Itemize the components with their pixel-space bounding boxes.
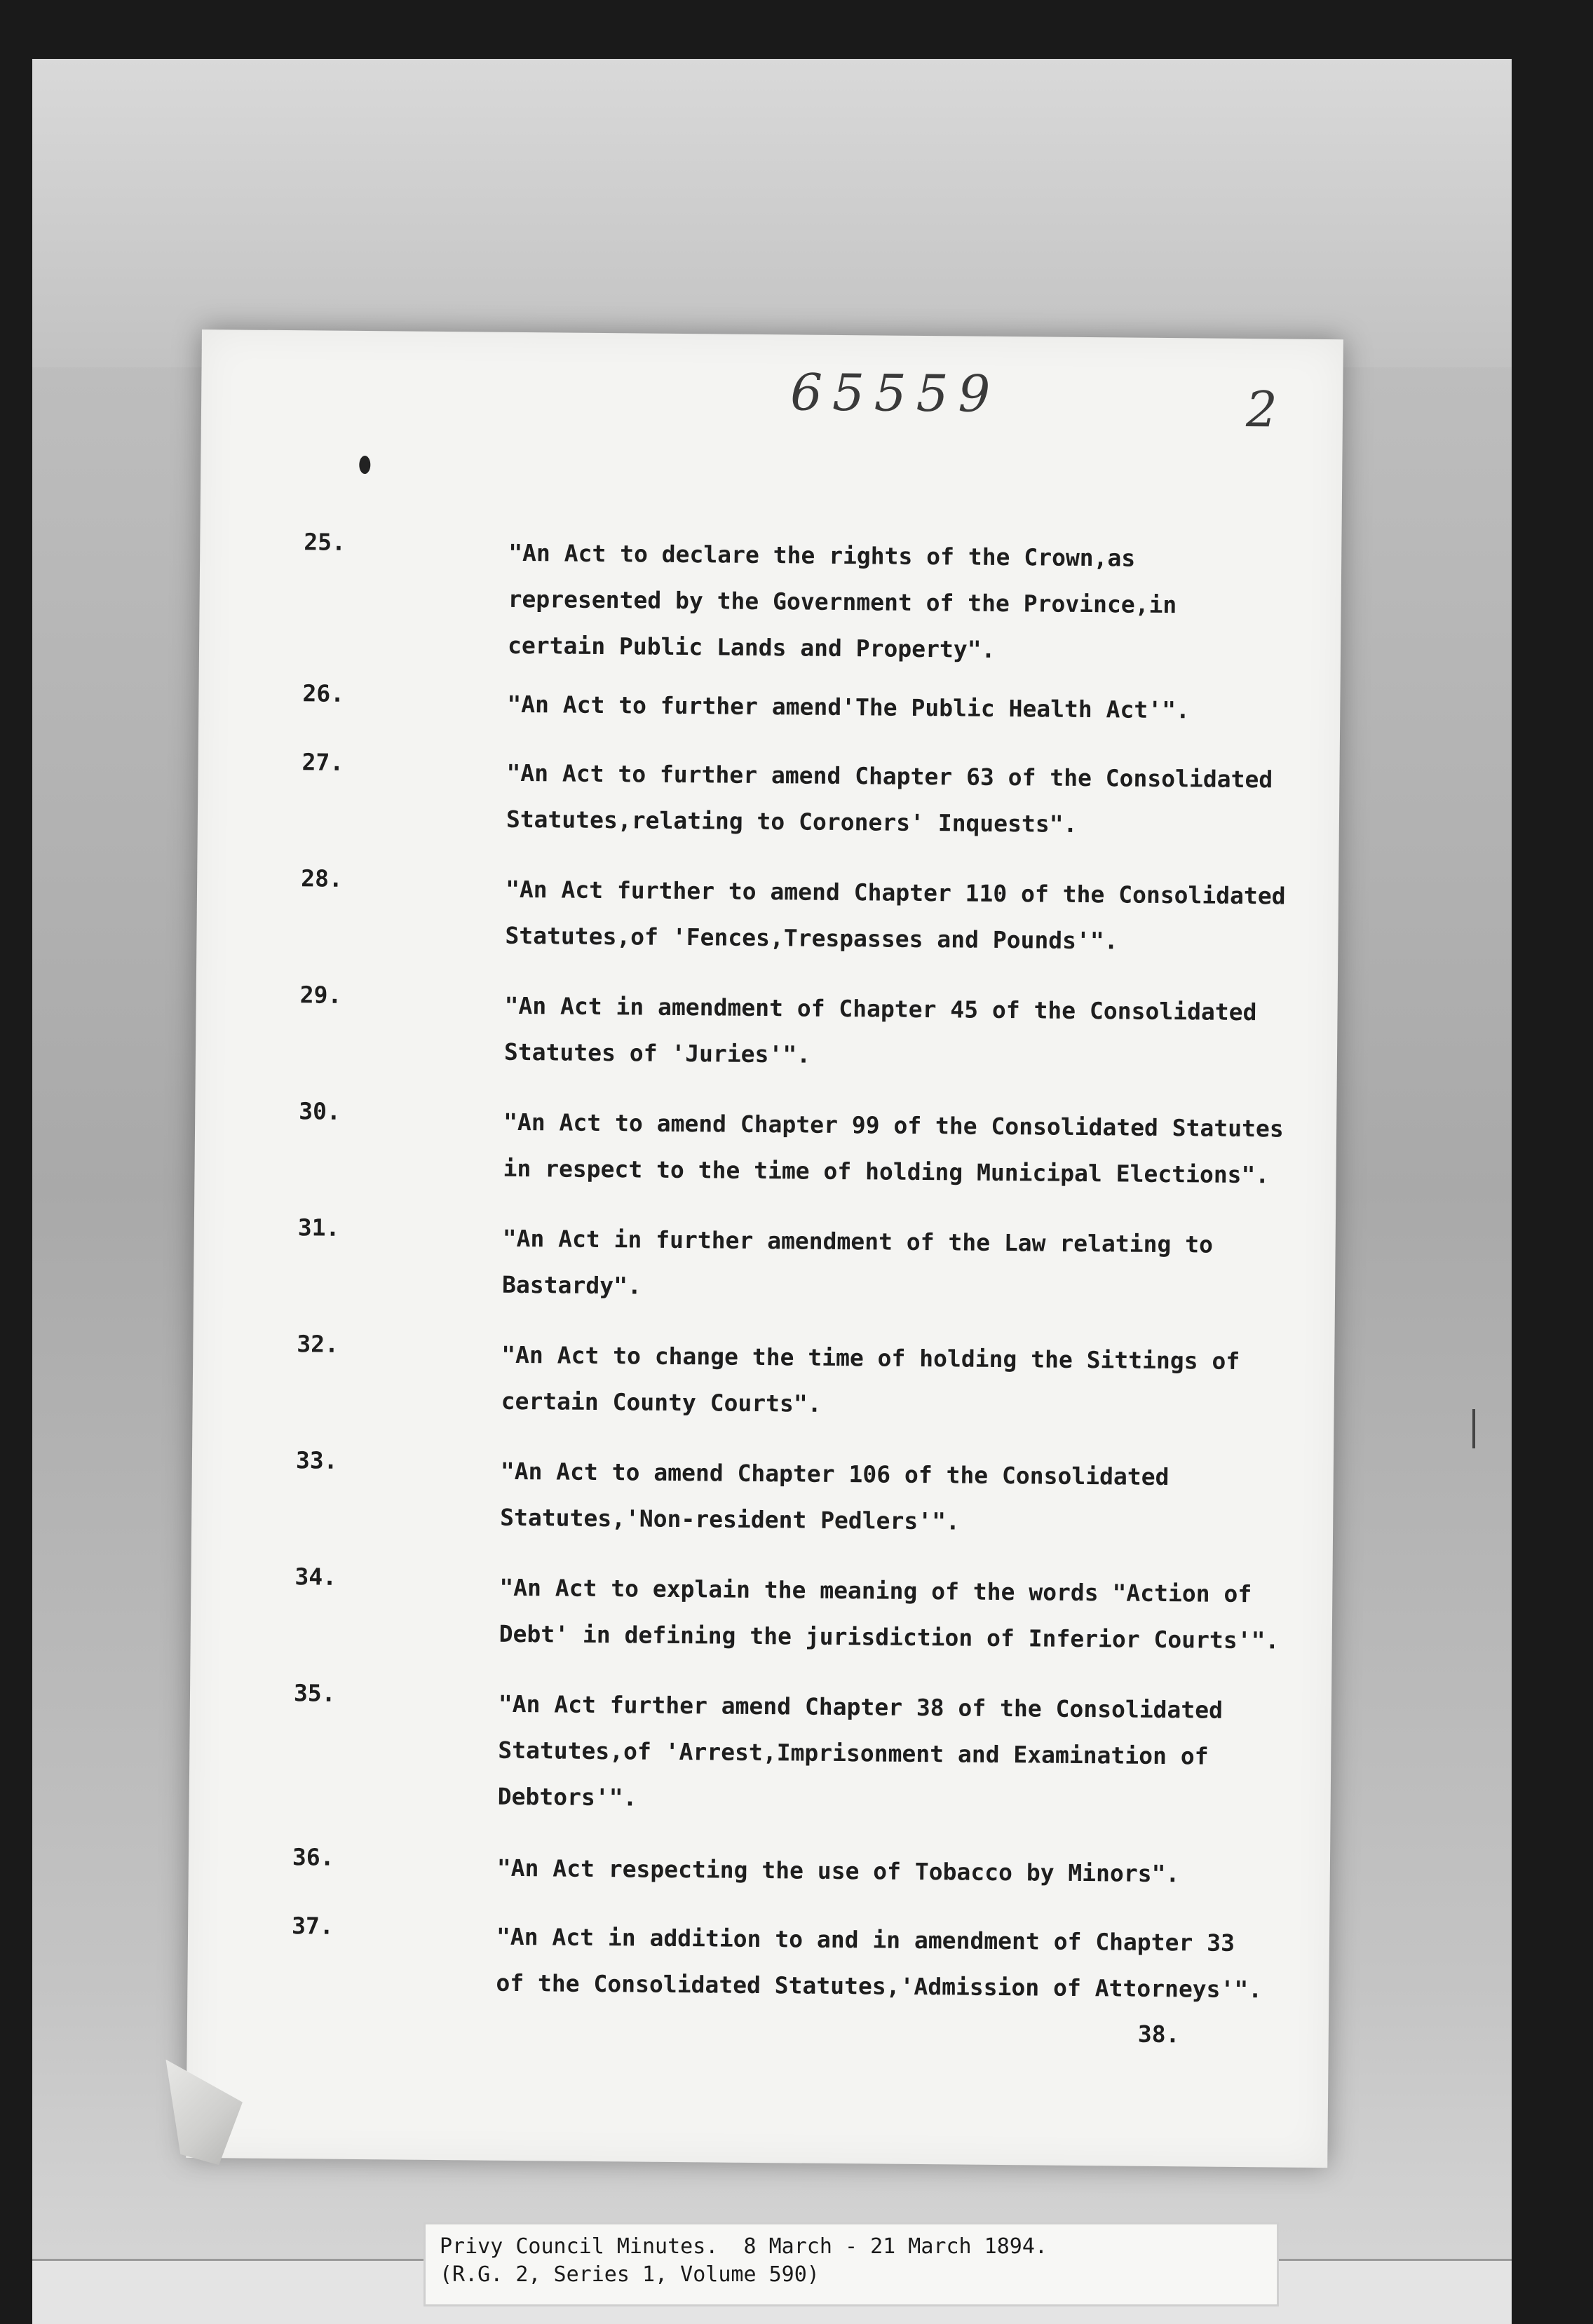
item-number: 29. [299,981,342,1009]
list-item [198,747,1340,838]
item-text: "An Act to amend Chapter 106 of the Consolidated Statutes,'Non-resident Pedlers'". [500,1457,1170,1535]
list-item [191,1562,1333,1654]
item-number: 36. [292,1843,334,1871]
item-text: "An Act further amend Chapter 38 of the Consolidated Statutes,of 'Arrest,Imprisonment and Examination of Debtors'". [497,1690,1223,1812]
list-item [199,679,1341,724]
item-text: "An Act to further amend'The Public Health Act'". [507,690,1191,724]
item-number: 27. [301,748,344,776]
list-item [192,1446,1334,1535]
item-number: 30. [299,1097,341,1125]
list-item [188,1911,1329,2004]
item-number: 37. [291,1912,334,1940]
item-number: 28. [301,864,343,892]
handwritten-page-number: 2 [1245,381,1277,439]
item-text: "An Act to explain the meaning of the words "Action of Debt' in defining the jurisdiction of Inferior Courts'". [499,1573,1280,1654]
list-item [194,1213,1336,1300]
list-item [201,527,1342,663]
caption-title: Privy Council Minutes. 8 March - 21 March 1894. [440,2234,1048,2259]
list-item [194,1329,1335,1418]
list-item [190,1678,1331,1812]
item-text: "An Act to amend Chapter 99 of the Consolidated Statutes in respect to the time of holding Municipal Elections". [503,1108,1284,1189]
item-text: "An Act to change the time of holding the Sittings of certain County Courts". [501,1340,1240,1418]
archive-caption [423,2222,1279,2306]
item-text: "An Act to declare the rights of the Crown,as represented by the Government of the Province,in certain Public Lands and Property". [507,538,1177,663]
film-background [32,59,1512,367]
item-text: "An Act in amendment of Chapter 45 of the Consolidated Statutes of 'Juries'". [503,991,1257,1068]
item-number: 32. [297,1330,339,1358]
item-text: "An Act respecting the use of Tobacco by Minors". [496,1854,1180,1888]
list-item [197,864,1338,955]
item-number: 35. [293,1679,336,1707]
item-text: "An Act to further amend Chapter 63 of the Consolidated Statutes,relating to Coroners' Inquests". [506,759,1273,838]
item-text: "An Act in further amendment of the Law relating to Bastardy". [501,1224,1214,1300]
list-item [196,980,1338,1068]
item-text: "An Act further to amend Chapter 110 of the Consolidated Statutes,of 'Fences,Trespasses and Pounds'". [505,875,1286,955]
document-page [186,329,1343,2168]
margin-mark [1472,1409,1475,1448]
item-number: 25. [304,528,346,556]
item-text: "An Act in addition to and in amendment of Chapter 33 of the Consolidated Statutes,'Admission of Attorneys'". [496,1922,1263,2004]
catchword-next-number: 38. [1137,2020,1180,2048]
list-item [195,1096,1336,1189]
caption-reference: (R.G. 2, Series 1, Volume 590) [440,2262,820,2287]
act-list [186,329,1343,2168]
item-number: 34. [294,1563,337,1591]
list-item [189,1842,1330,1888]
handwritten-folio-number: 65559 [789,362,1001,423]
item-number: 31. [297,1214,340,1242]
item-number: 33. [295,1446,338,1474]
item-number: 26. [302,679,345,707]
